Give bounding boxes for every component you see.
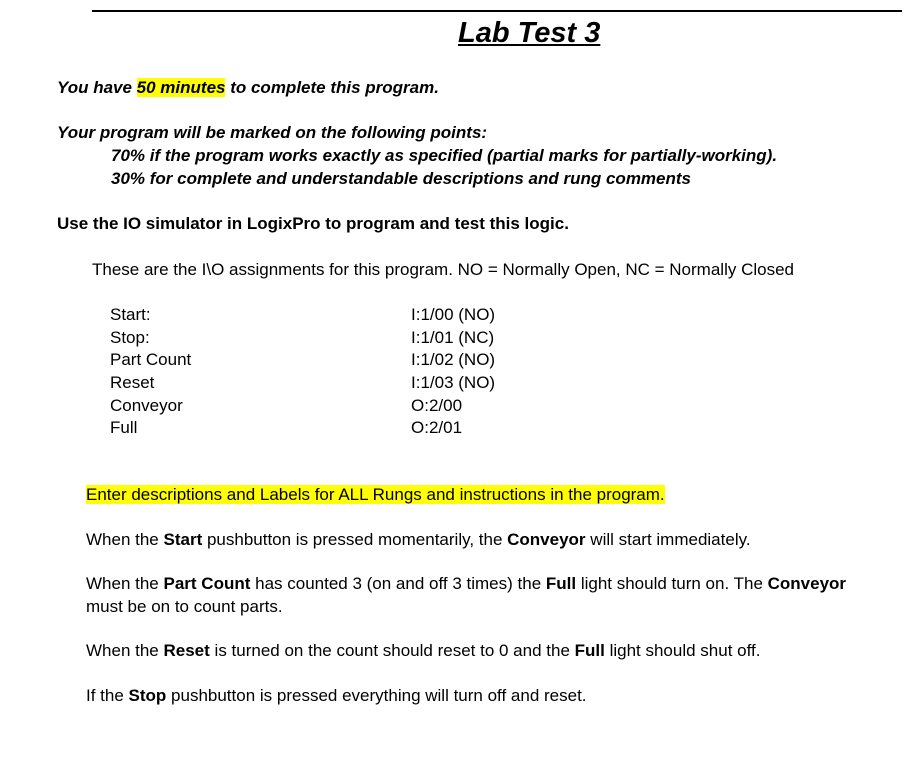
io-intro: These are the I\O assignments for this program. NO = Normally Open, NC = Normally Closed bbox=[92, 260, 794, 279]
io-label-start: Start: bbox=[110, 305, 151, 324]
marking-point-2: 30% for complete and understandable descriptions and rung comments bbox=[111, 169, 692, 188]
io-address-conveyor: O:2/00 bbox=[411, 396, 463, 415]
paragraph-part-count-cont: must be on to count parts. bbox=[86, 597, 283, 616]
io-label-conveyor: Conveyor bbox=[110, 396, 183, 415]
paragraph-start: When the Start pushbutton is pressed momentarily, the Conveyor will start immediately. bbox=[86, 530, 751, 549]
top-rule bbox=[92, 10, 902, 12]
paragraph-reset: When the Reset is turned on the count should reset to 0 and the Full light should shut off. bbox=[86, 641, 761, 660]
simulator-note: Use the IO simulator in LogixPro to program and test this logic. bbox=[57, 214, 569, 233]
io-label-part-count: Part Count bbox=[110, 350, 192, 369]
paragraph-part-count: When the Part Count has counted 3 (on and off 3 times) the Full light should turn on. The Conveyor bbox=[86, 574, 847, 593]
time-highlight: 50 minutes bbox=[136, 78, 226, 97]
io-address-part-count: I:1/02 (NO) bbox=[411, 350, 496, 369]
io-label-full: Full bbox=[110, 418, 138, 437]
marking-point-1: 70% if the program works exactly as specified (partial marks for partially-working). bbox=[111, 146, 778, 165]
io-address-start: I:1/00 (NO) bbox=[411, 305, 496, 324]
instruction-highlight: Enter descriptions and Labels for ALL Rungs and instructions in the program. bbox=[86, 485, 665, 504]
marking-header: Your program will be marked on the following points: bbox=[57, 123, 488, 142]
page-title: Lab Test 3 bbox=[458, 17, 601, 49]
time-limit-line: You have 50 minutes to complete this program. bbox=[57, 78, 439, 97]
io-label-reset: Reset bbox=[110, 373, 155, 392]
io-label-stop: Stop: bbox=[110, 328, 150, 347]
paragraph-stop: If the Stop pushbutton is pressed everything will turn off and reset. bbox=[86, 686, 587, 705]
io-address-reset: I:1/03 (NO) bbox=[411, 373, 496, 392]
io-address-stop: I:1/01 (NC) bbox=[411, 328, 495, 347]
io-address-full: O:2/01 bbox=[411, 418, 463, 437]
